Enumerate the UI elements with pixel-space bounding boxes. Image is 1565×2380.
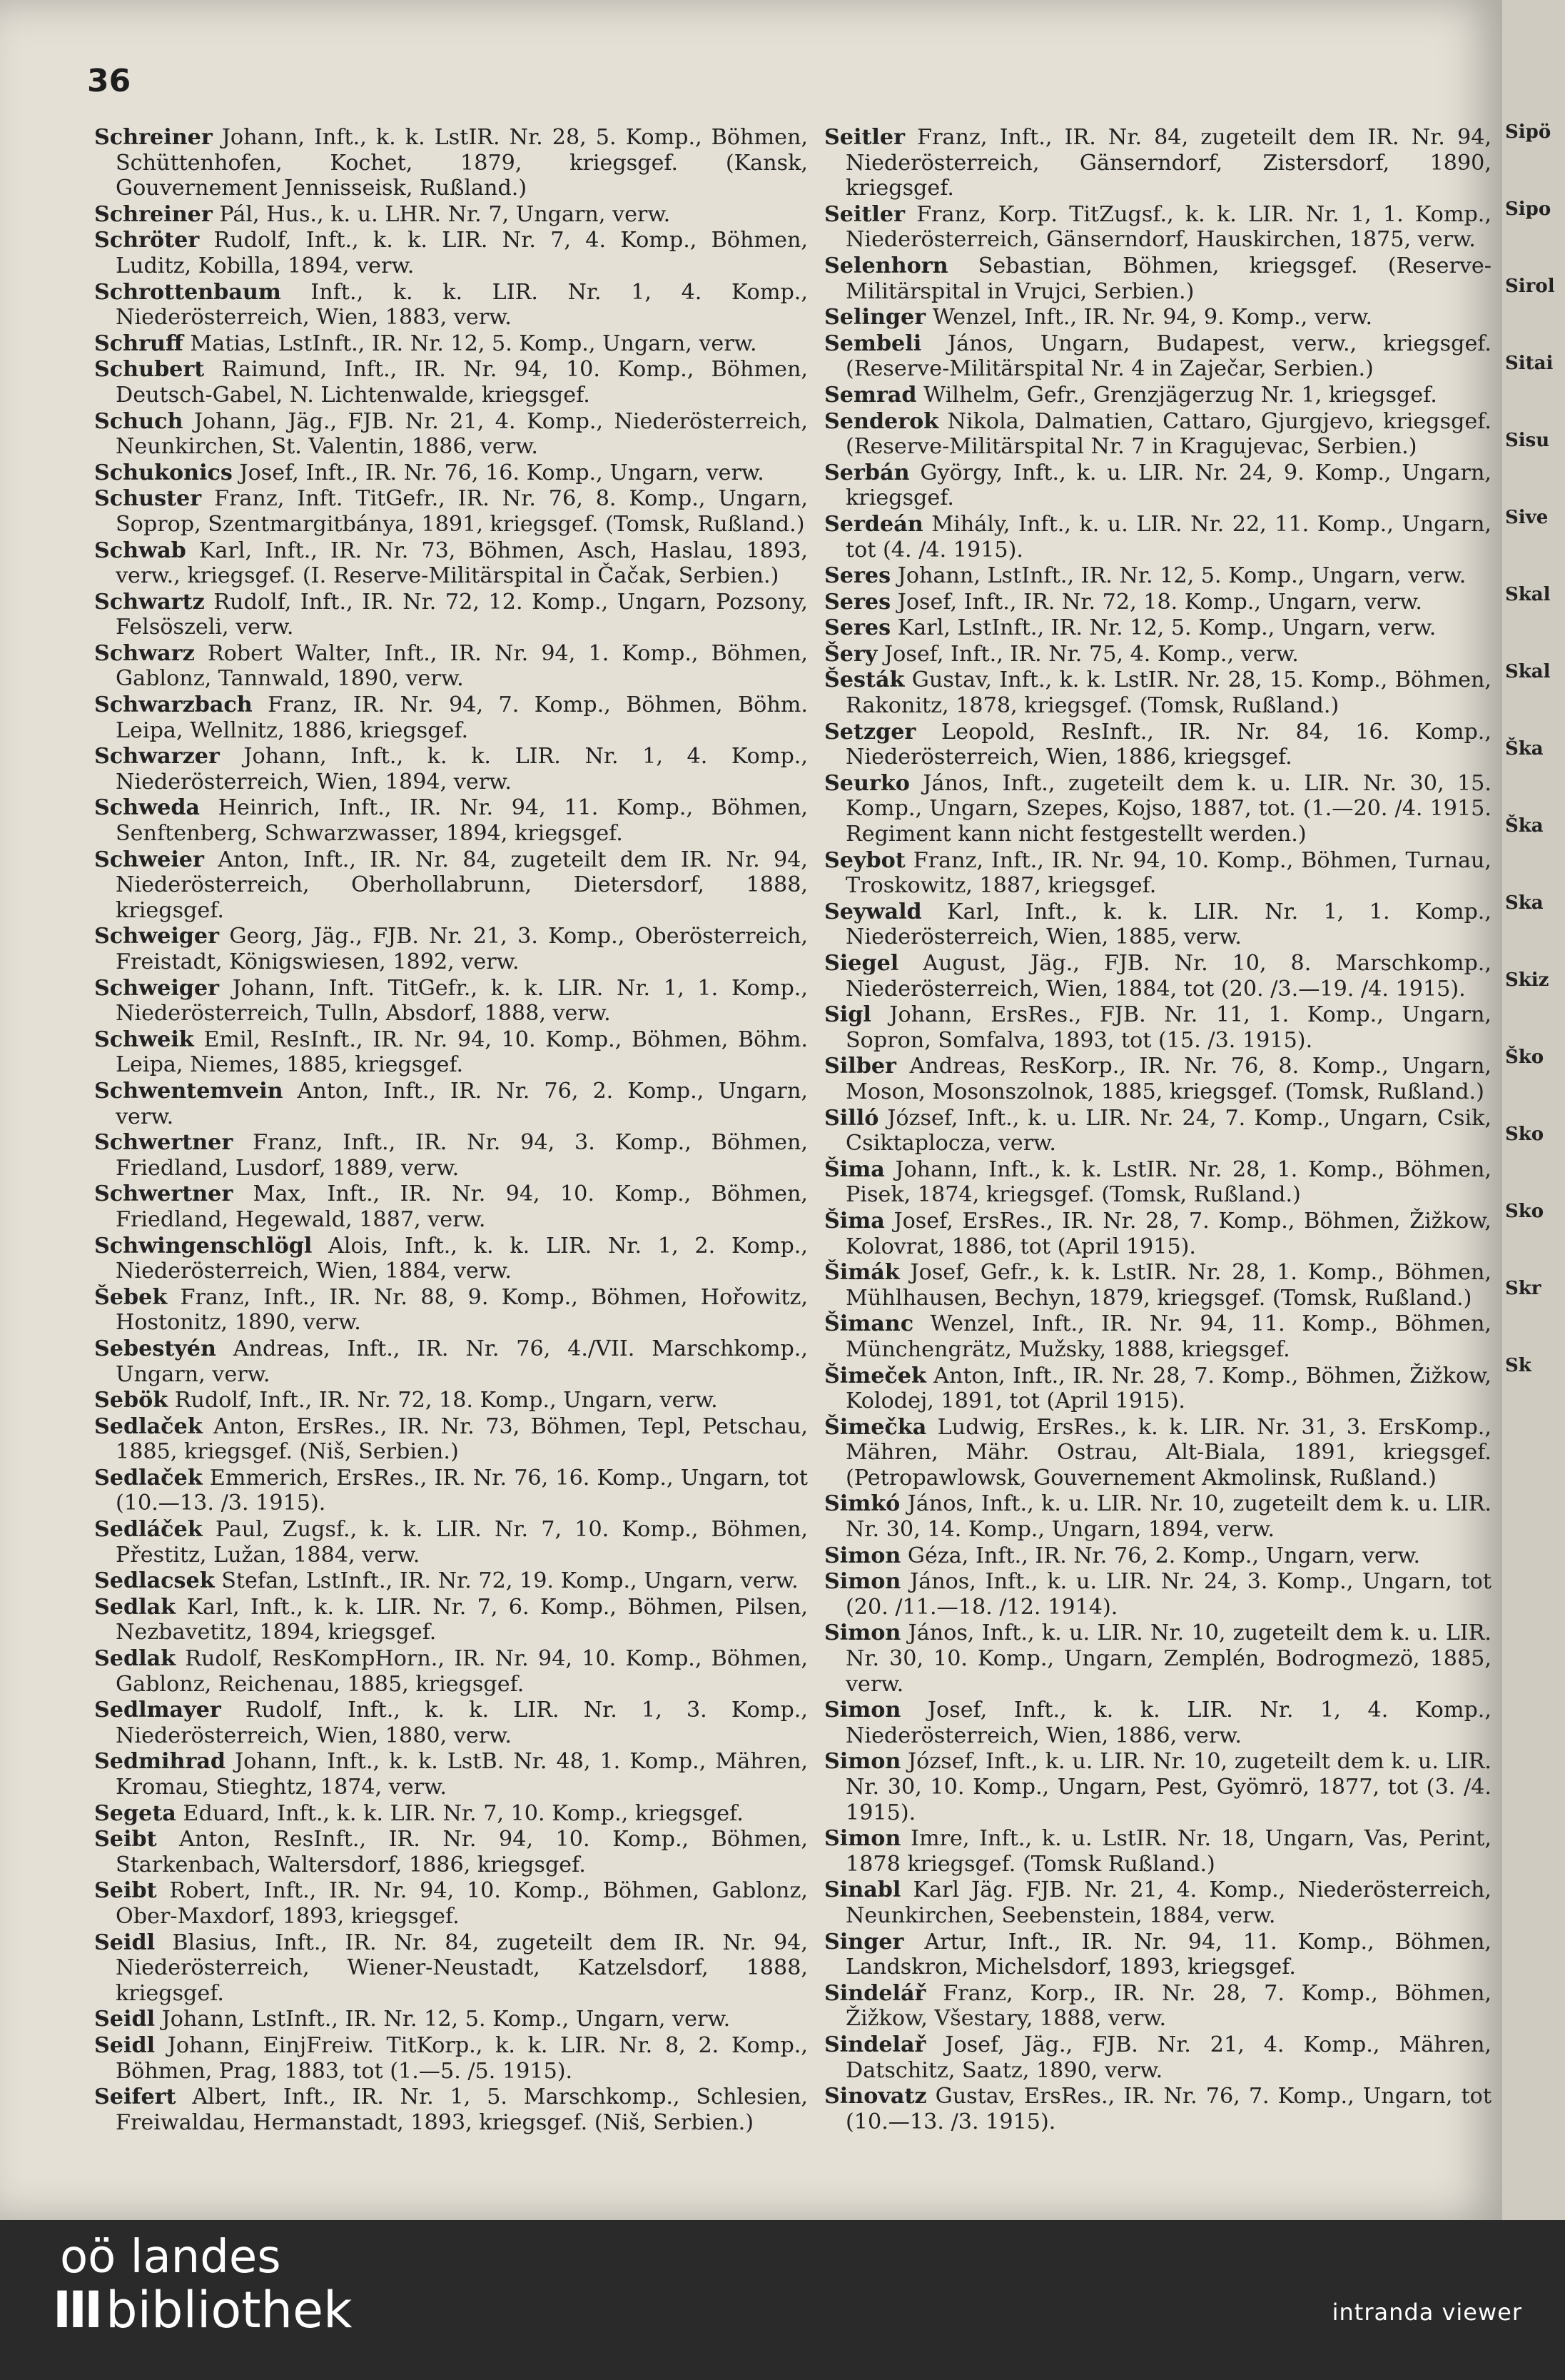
- page-number: 36: [87, 63, 131, 99]
- register-entry: [94, 1181, 808, 1232]
- entry-surname: Seidl: [94, 2032, 156, 2058]
- entry-surname: Šimečka: [824, 1414, 927, 1440]
- entry-surname: Schukonics: [94, 460, 233, 485]
- register-entry: [94, 1388, 808, 1413]
- register-entry: [94, 202, 808, 228]
- register-entry: [824, 1981, 1491, 2032]
- register-entry: [824, 615, 1491, 641]
- entry-surname: Selenhorn: [824, 253, 948, 278]
- entry-surname: Serbán: [824, 460, 910, 485]
- entry-surname: Sigl: [824, 1002, 871, 1028]
- entry-surname: Schreiner: [94, 125, 213, 150]
- entry-details: Rudolf, Inft., IR. Nr. 72, 12. Komp., Ungarn, Pozsony, Felsöszeli, verw.: [116, 589, 808, 640]
- register-entry: [94, 1801, 808, 1827]
- register-entry: [94, 795, 808, 846]
- right-column: [824, 125, 1491, 2135]
- logo-line2-text: bibliothek: [106, 2281, 353, 2339]
- logo-line1: oö landes: [60, 2231, 281, 2284]
- register-entry: [94, 1027, 808, 1078]
- register-entry: [94, 1878, 808, 1929]
- register-entry: [824, 409, 1491, 460]
- entry-details: Robert, Inft., IR. Nr. 94, 10. Komp., Böhmen, Gablonz, Ober-Maxdorf, 1893, kriegsgef.: [116, 1878, 808, 1929]
- entry-surname: Seres: [824, 563, 891, 589]
- strip-word: Skal: [1505, 584, 1551, 605]
- register-entry: [94, 2007, 808, 2032]
- register-entry: [94, 924, 808, 974]
- entry-details: Sebastian, Böhmen, kriegsgef. (Reserve-Militärspital in Vrujci, Serbien.): [846, 253, 1491, 304]
- register-entry: [94, 1079, 808, 1129]
- entry-details: Josef, Jäg., FJB. Nr. 21, 4. Komp., Mähren, Datschitz, Saatz, 1890, verw.: [846, 2032, 1491, 2083]
- entry-details: Georg, Jäg., FJB. Nr. 21, 3. Komp., Oberösterreich, Freistadt, Königswiesen, 1892, verw.: [116, 924, 808, 974]
- entry-surname: Šima: [824, 1156, 885, 1182]
- register-entry: [94, 460, 808, 486]
- entry-details: Johann, LstInft., IR. Nr. 12, 5. Komp., Ungarn, verw.: [891, 563, 1467, 589]
- entry-details: Nikola, Dalmatien, Cattaro, Gjurgjevo, kriegsgef. (Reserve-Militärspital Nr. 7 in Kragujevac, Serbien.): [846, 408, 1491, 460]
- register-entry: [824, 848, 1491, 899]
- entry-details: Matias, LstInft., IR. Nr. 12, 5. Komp., Ungarn, verw.: [183, 331, 757, 356]
- entry-details: Emmerich, ErsRes., IR. Nr. 76, 16. Komp., Ungarn, tot (10.—13. /3. 1915).: [116, 1465, 808, 1516]
- entry-details: Andreas, Inft., IR. Nr. 76, 4./VII. Marschkomp., Ungarn, verw.: [116, 1336, 808, 1387]
- register-entry: [824, 1209, 1491, 1259]
- entry-surname: Schubert: [94, 357, 205, 383]
- register-entry: [94, 2033, 808, 2084]
- entry-surname: Seurko: [824, 770, 910, 796]
- entry-surname: Simon: [824, 1620, 901, 1646]
- entry-surname: Sedláček: [94, 1517, 203, 1543]
- strip-word: Sirol: [1505, 276, 1555, 297]
- entry-details: Josef, Inft., IR. Nr. 72, 18. Komp., Ungarn, verw.: [891, 589, 1422, 615]
- entry-surname: Selinger: [824, 305, 926, 331]
- entry-details: Alois, Inft., k. k. LIR. Nr. 1, 2. Komp., Niederösterreich, Wien, 1884, verw.: [116, 1233, 808, 1284]
- entry-surname: Seres: [824, 615, 891, 641]
- register-entry: [94, 125, 808, 201]
- entry-surname: Šimák: [824, 1260, 900, 1286]
- entry-details: Johann, Inft., k. k. LstB. Nr. 48, 1. Komp., Mähren, Kromau, Stieghtz, 1874, verw.: [116, 1749, 808, 1800]
- entry-details: Wenzel, Inft., IR. Nr. 94, 9. Komp., verw.: [926, 305, 1373, 331]
- entry-surname: Sedlak: [94, 1594, 176, 1620]
- entry-details: Josef, Inft., k. k. LIR. Nr. 1, 4. Komp., Niederösterreich, Wien, 1886, verw.: [846, 1698, 1491, 1748]
- register-entry: [824, 1491, 1491, 1542]
- entry-details: Anton, ResInft., IR. Nr. 94, 10. Komp., Böhmen, Starkenbach, Waltersdorf, 1886, kriegsgef.: [116, 1827, 808, 1877]
- entry-details: Johann, Inft. TitGefr., k. k. LIR. Nr. 1, 1. Komp., Niederösterreich, Tulln, Absdorf, 1888, verw.: [116, 975, 808, 1027]
- entry-details: Karl, LstInft., IR. Nr. 12, 5. Komp., Ungarn, verw.: [891, 615, 1437, 641]
- register-entry: [94, 1698, 808, 1748]
- register-entry: [94, 1930, 808, 2007]
- entry-details: Anton, Inft., IR. Nr. 76, 2. Komp., Ungarn, verw.: [116, 1078, 808, 1129]
- entry-details: Max, Inft., IR. Nr. 94, 10. Komp., Böhmen, Friedland, Hegewald, 1887, verw.: [116, 1181, 808, 1232]
- entry-surname: Schwarzbach: [94, 692, 253, 718]
- register-entry: [824, 512, 1491, 563]
- entry-details: Raimund, Inft., IR. Nr. 94, 10. Komp., Böhmen, Deutsch-Gabel, N. Lichtenwalde, kriegsgef.: [116, 357, 808, 408]
- entry-details: Mihály, Inft., k. u. LIR. Nr. 22, 11. Komp., Ungarn, tot (4. /4. 1915).: [846, 511, 1491, 563]
- entry-details: Andreas, ResKorp., IR. Nr. 76, 8. Komp., Ungarn, Moson, Mosonszolnok, 1885, kriegsgef. (Tomsk, Rußland.): [846, 1054, 1491, 1104]
- entry-details: Anton, Inft., IR. Nr. 28, 7. Komp., Böhmen, Žižkow, Kolodej, 1891, tot (April 1915).: [846, 1363, 1491, 1414]
- register-entry: [824, 642, 1491, 667]
- register-entry: [824, 1569, 1491, 1620]
- entry-surname: Schwertner: [94, 1130, 233, 1156]
- register-entry: [824, 305, 1491, 331]
- entry-surname: Seitler: [824, 201, 905, 227]
- strip-word: Sipo: [1505, 198, 1551, 220]
- entry-surname: Singer: [824, 1929, 904, 1955]
- entry-details: Franz, Inft., IR. Nr. 88, 9. Komp., Böhmen, Hořowitz, Hostonitz, 1890, verw.: [116, 1284, 808, 1336]
- entry-surname: Schwingenschlögl: [94, 1233, 313, 1259]
- entry-surname: Silló: [824, 1105, 879, 1131]
- strip-word: Ška: [1505, 738, 1544, 760]
- entry-details: János, Inft., k. u. LIR. Nr. 24, 3. Komp., Ungarn, tot (20. /11.—18. /12. 1914).: [846, 1569, 1491, 1620]
- register-entry: [824, 202, 1491, 253]
- register-entry: [94, 847, 808, 924]
- strip-word: Skiz: [1505, 969, 1549, 991]
- register-entry: [94, 538, 808, 589]
- entry-details: János, Inft., zugeteilt dem k. u. LIR. Nr. 30, 15. Komp., Ungarn, Szepes, Kojso, 1887, tot. (1.—20. /4. 1915. Regiment kann nicht festgestellt werden.): [846, 770, 1491, 847]
- register-entry: [824, 1877, 1491, 1928]
- entry-surname: Schweiger: [94, 975, 220, 1001]
- entry-details: Karl, Inft., k. k. LIR. Nr. 1, 1. Komp., Niederösterreich, Wien, 1885, verw.: [846, 899, 1491, 950]
- entry-surname: Seitler: [824, 125, 905, 150]
- register-entry: [824, 1157, 1491, 1208]
- entry-surname: Schwartz: [94, 589, 205, 615]
- entry-details: Emil, ResInft., IR. Nr. 94, 10. Komp., Böhmen, Böhm. Leipa, Niemes, 1885, kriegsgef.: [116, 1027, 808, 1078]
- register-entry: [824, 667, 1491, 718]
- register-entry: [94, 2084, 808, 2135]
- entry-surname: Schruff: [94, 331, 183, 356]
- entry-surname: Simon: [824, 1698, 901, 1723]
- entry-surname: Šimanc: [824, 1311, 914, 1337]
- entry-surname: Schweiger: [94, 924, 220, 949]
- entry-details: Wenzel, Inft., IR. Nr. 94, 11. Komp., Böhmen, Münchengrätz, Mužsky, 1888, kriegsgef.: [846, 1311, 1491, 1362]
- entry-surname: Schreiner: [94, 201, 213, 227]
- register-entry: [94, 1646, 808, 1697]
- entry-surname: Schwarz: [94, 640, 195, 666]
- entry-details: Inft., k. k. LIR. Nr. 1, 4. Komp., Niederösterreich, Wien, 1883, verw.: [116, 279, 808, 331]
- left-column: [94, 125, 808, 2136]
- entry-details: József, Inft., k. u. LIR. Nr. 10, zugeteilt dem k. u. LIR. Nr. 30, 10. Komp., Ungarn, Pest, Gyömrö, 1877, tot (3. /4. 1915).: [846, 1749, 1491, 1825]
- entry-surname: Simon: [824, 1749, 901, 1775]
- register-entry: [94, 744, 808, 795]
- register-entry: [824, 2084, 1491, 2134]
- entry-surname: Sedlaček: [94, 1465, 203, 1491]
- register-entry: [94, 1749, 808, 1800]
- entry-surname: Seres: [824, 589, 891, 615]
- register-entry: [94, 976, 808, 1027]
- register-entry: [824, 331, 1491, 382]
- register-entry: [824, 1002, 1491, 1053]
- register-entry: [94, 280, 808, 331]
- entry-surname: Siegel: [824, 951, 899, 976]
- entry-surname: Seidl: [94, 1930, 156, 1955]
- entry-details: József, Inft., k. u. LIR. Nr. 24, 7. Komp., Ungarn, Csik, Csiktaplocza, verw.: [846, 1105, 1491, 1156]
- entry-surname: Simon: [824, 1569, 901, 1595]
- viewer-label: intranda viewer: [1332, 2299, 1522, 2326]
- entry-surname: Seibt: [94, 1827, 157, 1852]
- entry-surname: Sebök: [94, 1388, 168, 1413]
- entry-surname: Silber: [824, 1054, 896, 1079]
- entry-details: Josef, Gefr., k. k. LstIR. Nr. 28, 1. Komp., Böhmen, Mühlhausen, Bechyn, 1879, kriegsgef. (Tomsk, Rußland.): [846, 1260, 1491, 1311]
- entry-surname: Serdeán: [824, 511, 923, 537]
- register-entry: [94, 331, 808, 357]
- entry-details: Rudolf, Inft., k. k. LIR. Nr. 7, 4. Komp., Böhmen, Luditz, Kobilla, 1894, verw.: [116, 228, 808, 278]
- entry-surname: Simon: [824, 1543, 901, 1568]
- entry-surname: Sembeli: [824, 331, 922, 356]
- register-entry: [94, 1517, 808, 1568]
- entry-details: Blasius, Inft., IR. Nr. 84, zugeteilt dem IR. Nr. 94, Niederösterreich, Wiener-Neustadt, Katzelsdorf, 1888, kriegsgef.: [116, 1930, 808, 2006]
- strip-word: Sko: [1505, 1124, 1544, 1145]
- entry-details: Franz, Inft., IR. Nr. 94, 10. Komp., Böhmen, Turnau, Troskowitz, 1887, kriegsgef.: [846, 847, 1491, 899]
- entry-details: Franz, Korp. TitZugsf., k. k. LIR. Nr. 1, 1. Komp., Niederösterreich, Gänserndorf, Hauskirchen, 1875, verw.: [846, 201, 1491, 253]
- register-entry: [94, 1234, 808, 1284]
- entry-details: August, Jäg., FJB. Nr. 10, 8. Marschkomp., Niederösterreich, Wien, 1884, tot (20. /3.—19. /4. 1915).: [846, 951, 1491, 1002]
- entry-surname: Šebek: [94, 1284, 168, 1310]
- entry-details: Franz, IR. Nr. 94, 7. Komp., Böhmen, Böhm. Leipa, Wellnitz, 1886, kriegsgef.: [116, 692, 808, 743]
- logo-line2: [53, 2281, 353, 2339]
- entry-surname: Schweier: [94, 847, 204, 872]
- entry-surname: Schrottenbaum: [94, 279, 281, 305]
- strip-word: Sive: [1505, 507, 1549, 528]
- entry-surname: Semrad: [824, 382, 917, 408]
- entry-surname: Seywald: [824, 899, 922, 924]
- entry-details: Josef, Inft., IR. Nr. 75, 4. Komp., verw.: [877, 641, 1299, 667]
- register-entry: [94, 486, 808, 537]
- entry-details: Gustav, ErsRes., IR. Nr. 76, 7. Komp., Ungarn, tot (10.—13. /3. 1915).: [846, 2084, 1491, 2134]
- register-entry: [94, 228, 808, 278]
- entry-details: Karl Jäg. FJB. Nr. 21, 4. Komp., Niederösterreich, Neunkirchen, Seebenstein, 1884, verw.: [846, 1877, 1491, 1928]
- entry-details: Paul, Zugsf., k. k. LIR. Nr. 7, 10. Komp., Böhmen, Přestitz, Lužan, 1884, verw.: [116, 1517, 808, 1568]
- entry-surname: Schwentemvein: [94, 1078, 283, 1104]
- register-entry: [94, 1130, 808, 1181]
- adjacent-page-strip: [1502, 0, 1565, 2220]
- entry-details: János, Ungarn, Budapest, verw., kriegsgef. (Reserve-Militärspital Nr. 4 in Zaječar, Serbien.): [846, 331, 1491, 382]
- entry-details: Franz, Inft. TitGefr., IR. Nr. 76, 8. Komp., Ungarn, Soprop, Szentmargitbánya, 1891, kriegsgef. (Tomsk, Rußland.): [116, 486, 808, 537]
- entry-details: Johann, Inft., k. k. LstIR. Nr. 28, 1. Komp., Böhmen, Pisek, 1874, kriegsgef. (Tomsk, Rußland.): [846, 1156, 1491, 1208]
- entry-surname: Sindelář: [824, 1980, 926, 2006]
- entry-surname: Sinabl: [824, 1877, 901, 1903]
- entry-surname: Senderok: [824, 408, 939, 434]
- register-entry: [94, 1466, 808, 1516]
- register-entry: [824, 1363, 1491, 1414]
- register-entry: [824, 2032, 1491, 2083]
- entry-surname: Seybot: [824, 847, 906, 873]
- register-entry: [94, 1285, 808, 1336]
- register-entry: [824, 460, 1491, 511]
- entry-surname: Šery: [824, 641, 878, 667]
- register-entry: [824, 1749, 1491, 1825]
- strip-word: Sko: [1505, 1201, 1544, 1222]
- entry-details: Johann, EinjFreiw. TitKorp., k. k. LIR. Nr. 8, 2. Komp., Böhmen, Prag, 1883, tot (1.—5. /5. 1915).: [116, 2032, 808, 2084]
- entry-details: Johann, Inft., k. k. LstIR. Nr. 28, 5. Komp., Böhmen, Schüttenhofen, Kochet, 1879, kriegsgef. (Kansk, Gouvernement Jennisseisk, Rußland.): [116, 125, 808, 201]
- entry-surname: Segeta: [94, 1800, 176, 1826]
- entry-details: Johann, LstInft., IR. Nr. 12, 5. Komp., Ungarn, verw.: [155, 2007, 731, 2032]
- entry-surname: Seidl: [94, 2007, 156, 2032]
- entry-surname: Schwarzer: [94, 744, 220, 770]
- entry-details: János, Inft., k. u. LIR. Nr. 10, zugeteilt dem k. u. LIR. Nr. 30, 10. Komp., Ungarn, Zemplén, Bodrogmezö, 1885, verw.: [846, 1620, 1491, 1697]
- register-entry: [824, 1311, 1491, 1362]
- register-entry: [824, 1054, 1491, 1104]
- register-entry: [94, 357, 808, 408]
- entry-surname: Setzger: [824, 719, 916, 745]
- entry-details: Johann, Inft., k. k. LIR. Nr. 1, 4. Komp., Niederösterreich, Wien, 1894, verw.: [116, 744, 808, 795]
- strip-word: Sk: [1505, 1355, 1531, 1376]
- logo-bars-icon: III: [53, 2281, 101, 2339]
- entry-details: Ludwig, ErsRes., k. k. LIR. Nr. 31, 3. ErsKomp., Mähren, Mähr. Ostrau, Alt-Biala, 1891, kriegsgef. (Petropawlowsk, Gouvernement Akmolinsk, Rußland.): [846, 1414, 1491, 1491]
- entry-surname: Sedmihrad: [94, 1749, 226, 1775]
- entry-details: Franz, Inft., IR. Nr. 94, 3. Komp., Böhmen, Friedland, Lusdorf, 1889, verw.: [116, 1130, 808, 1181]
- entry-details: György, Inft., k. u. LIR. Nr. 24, 9. Komp., Ungarn, kriegsgef.: [846, 460, 1491, 511]
- entry-surname: Schweik: [94, 1027, 194, 1052]
- register-entry: [94, 409, 808, 460]
- register-entry: [824, 771, 1491, 847]
- register-entry: [94, 590, 808, 640]
- register-entry: [824, 1826, 1491, 1877]
- register-entry: [824, 253, 1491, 304]
- entry-surname: Schuster: [94, 486, 202, 512]
- entry-surname: Sedlak: [94, 1646, 176, 1672]
- entry-surname: Seibt: [94, 1878, 157, 1904]
- entry-details: Karl, Inft., IR. Nr. 73, Böhmen, Asch, Haslau, 1893, verw., kriegsgef. (I. Reserve-Militärspital in Čačak, Serbien.): [116, 538, 808, 589]
- entry-details: Rudolf, Inft., IR. Nr. 72, 18. Komp., Ungarn, verw.: [168, 1388, 718, 1413]
- entry-details: János, Inft., k. u. LIR. Nr. 10, zugeteilt dem k. u. LIR. Nr. 30, 14. Komp., Ungarn, 1894, verw.: [846, 1491, 1491, 1543]
- register-entry: [824, 951, 1491, 1002]
- strip-word: Ska: [1505, 892, 1544, 914]
- register-entry: [824, 1620, 1491, 1697]
- strip-word: Ško: [1505, 1047, 1544, 1068]
- strip-word: Skr: [1505, 1278, 1541, 1299]
- entry-surname: Šima: [824, 1208, 885, 1234]
- register-entry: [824, 590, 1491, 615]
- entry-details: Franz, Inft., IR. Nr. 84, zugeteilt dem IR. Nr. 94, Niederösterreich, Gänserndorf, Zistersdorf, 1890, kriegsgef.: [846, 125, 1491, 201]
- entry-details: Albert, Inft., IR. Nr. 1, 5. Marschkomp., Schlesien, Freiwaldau, Hermanstadt, 1893, kriegsgef. (Niš, Serbien.): [116, 2084, 808, 2135]
- register-entry: [824, 1260, 1491, 1311]
- register-entry: [824, 125, 1491, 201]
- entry-surname: Simkó: [824, 1491, 901, 1517]
- entry-surname: Sedlacsek: [94, 1568, 215, 1594]
- entry-surname: Šimeček: [824, 1363, 926, 1388]
- entry-details: Rudolf, ResKompHorn., IR. Nr. 94, 10. Komp., Böhmen, Gablonz, Reichenau, 1885, kriegsgef.: [116, 1646, 808, 1697]
- entry-details: Anton, Inft., IR. Nr. 84, zugeteilt dem IR. Nr. 94, Niederösterreich, Oberhollabrunn, Dietersdorf, 1888, kriegsgef.: [116, 847, 808, 923]
- register-entry: [94, 1568, 808, 1594]
- strip-word: Sisu: [1505, 430, 1550, 451]
- entry-surname: Schwertner: [94, 1181, 233, 1207]
- entry-details: Johann, ErsRes., FJB. Nr. 11, 1. Komp., Ungarn, Sopron, Somfalva, 1893, tot (15. /3. 1915).: [846, 1002, 1491, 1053]
- register-entry: [94, 692, 808, 743]
- register-entry: [94, 1595, 808, 1645]
- entry-surname: Schweda: [94, 795, 200, 821]
- register-entry: [94, 1336, 808, 1387]
- entry-details: Josef, ErsRes., IR. Nr. 28, 7. Komp., Böhmen, Žižkow, Kolovrat, 1886, tot (April 1915).: [846, 1208, 1491, 1259]
- entry-details: Leopold, ResInft., IR. Nr. 84, 16. Komp., Niederösterreich, Wien, 1886, kriegsgef.: [846, 719, 1491, 770]
- entry-details: Robert Walter, Inft., IR. Nr. 94, 1. Komp., Böhmen, Gablonz, Tannwald, 1890, verw.: [116, 640, 808, 692]
- entry-surname: Sedlmayer: [94, 1698, 221, 1723]
- entry-surname: Schröter: [94, 228, 200, 253]
- entry-surname: Sindelař: [824, 2032, 926, 2057]
- strip-word: Ška: [1505, 815, 1544, 837]
- register-entry: [94, 1414, 808, 1465]
- entry-surname: Schwab: [94, 538, 186, 563]
- register-entry: [94, 1827, 808, 1877]
- entry-details: Gustav, Inft., k. k. LstIR. Nr. 28, 15. Komp., Böhmen, Rakonitz, 1878, kriegsgef. (Tomsk, Rußland.): [846, 667, 1491, 719]
- entry-surname: Sebestyén: [94, 1336, 216, 1361]
- entry-details: Johann, Jäg., FJB. Nr. 21, 4. Komp., Niederösterreich, Neunkirchen, St. Valentin, 1886, verw.: [116, 408, 808, 460]
- entry-surname: Simon: [824, 1826, 901, 1852]
- entry-surname: Šesták: [824, 667, 905, 693]
- entry-surname: Sinovatz: [824, 2084, 927, 2109]
- entry-details: Imre, Inft., k. u. LstIR. Nr. 18, Ungarn, Vas, Perint, 1878 kriegsgef. (Tomsk Rußland.): [846, 1826, 1491, 1877]
- register-entry: [824, 899, 1491, 950]
- register-entry: [824, 1543, 1491, 1569]
- entry-details: Josef, Inft., IR. Nr. 76, 16. Komp., Ungarn, verw.: [232, 460, 764, 485]
- strip-word: Sipö: [1505, 121, 1551, 143]
- strip-word: Sitai: [1505, 353, 1554, 374]
- entry-surname: Seifert: [94, 2084, 176, 2110]
- entry-details: Wilhelm, Gefr., Grenzjägerzug Nr. 1, kriegsgef.: [916, 382, 1437, 408]
- register-entry: [824, 1930, 1491, 1980]
- strip-word: Skal: [1505, 661, 1551, 682]
- register-entry: [824, 1106, 1491, 1156]
- entry-details: Rudolf, Inft., k. k. LIR. Nr. 1, 3. Komp., Niederösterreich, Wien, 1880, verw.: [116, 1698, 808, 1748]
- register-entry: [94, 641, 808, 692]
- entry-details: Pál, Hus., k. u. LHR. Nr. 7, Ungarn, verw.: [212, 201, 671, 227]
- entry-details: Heinrich, Inft., IR. Nr. 94, 11. Komp., Böhmen, Senftenberg, Schwarzwasser, 1894, kriegsgef.: [116, 795, 808, 847]
- entry-surname: Sedlaček: [94, 1413, 203, 1439]
- entry-details: Franz, Korp., IR. Nr. 28, 7. Komp., Böhmen, Žižkow, Všestary, 1888, verw.: [846, 1980, 1491, 2032]
- register-entry: [824, 563, 1491, 589]
- entry-details: Stefan, LstInft., IR. Nr. 72, 19. Komp., Ungarn, verw.: [214, 1568, 799, 1594]
- entry-details: Karl, Inft., k. k. LIR. Nr. 7, 6. Komp., Böhmen, Pilsen, Nezbavetitz, 1894, kriegsgef.: [116, 1594, 808, 1645]
- register-entry: [824, 1698, 1491, 1748]
- entry-details: Eduard, Inft., k. k. LIR. Nr. 7, 10. Komp., kriegsgef.: [176, 1800, 744, 1826]
- register-entry: [824, 720, 1491, 770]
- entry-surname: Schuch: [94, 408, 183, 434]
- register-entry: [824, 1415, 1491, 1491]
- entry-details: Artur, Inft., IR. Nr. 94, 11. Komp., Böhmen, Landskron, Michelsdorf, 1893, kriegsgef.: [846, 1929, 1491, 1980]
- entry-details: Géza, Inft., IR. Nr. 76, 2. Komp., Ungarn, verw.: [901, 1543, 1421, 1568]
- entry-details: Anton, ErsRes., IR. Nr. 73, Böhmen, Tepl, Petschau, 1885, kriegsgef. (Niš, Serbien.): [116, 1413, 808, 1465]
- register-entry: [824, 383, 1491, 408]
